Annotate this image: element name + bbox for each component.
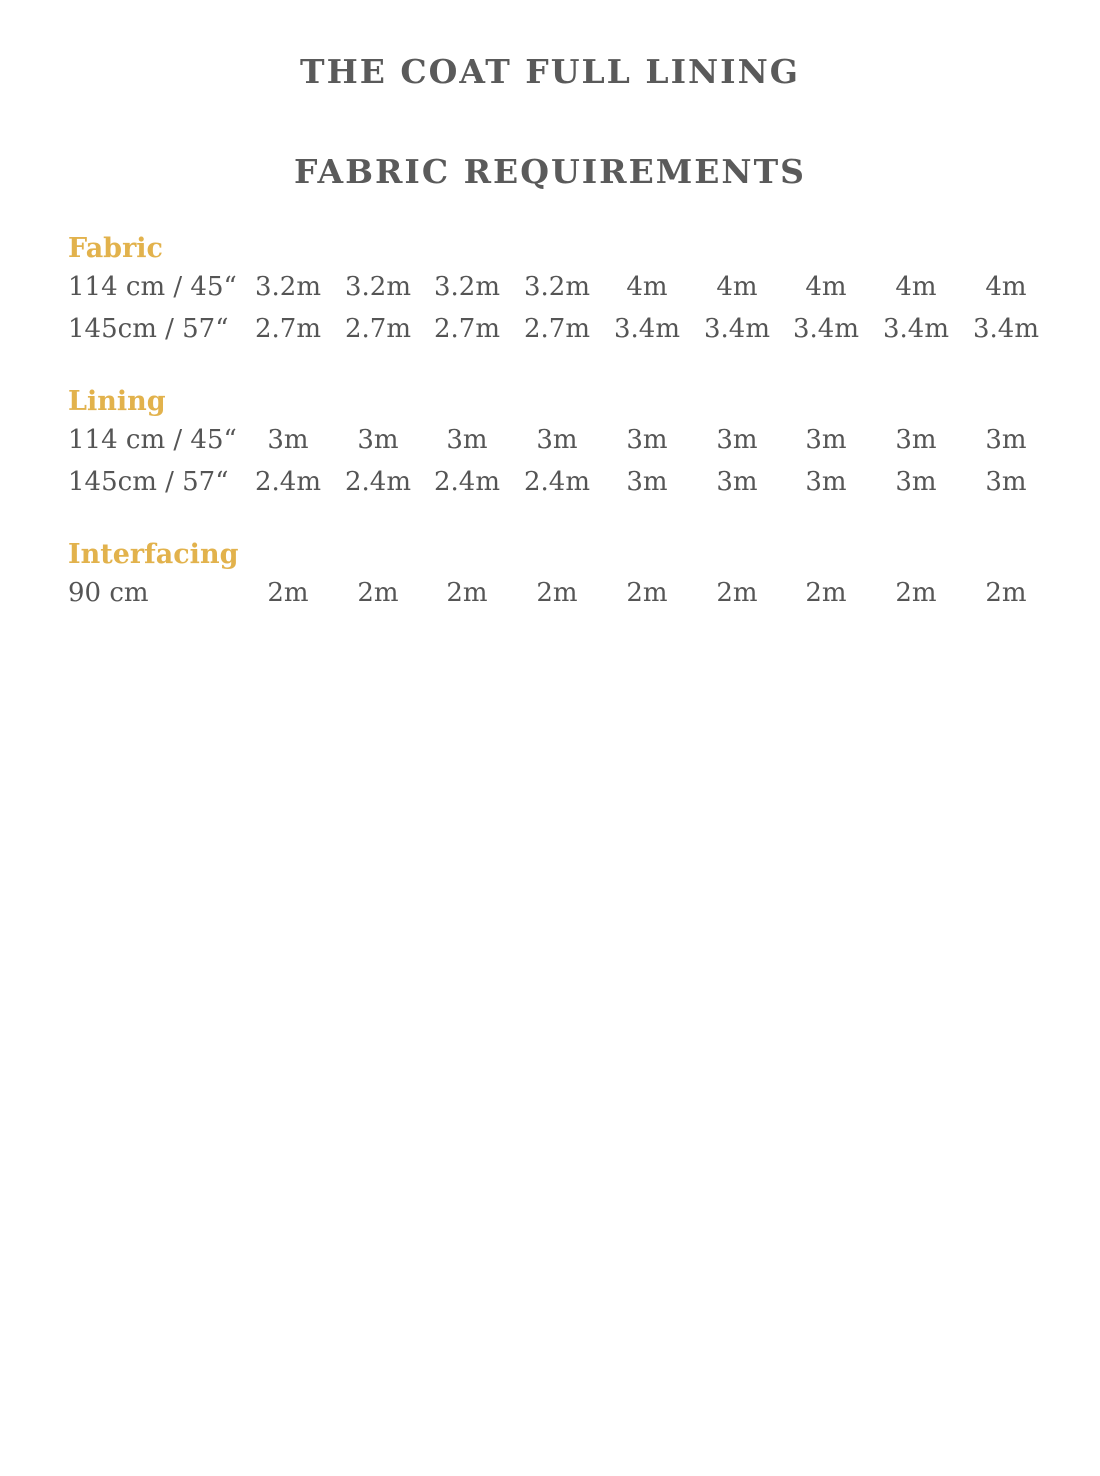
- row-value: 3m: [985, 425, 1027, 455]
- row-value: 3m: [805, 467, 847, 497]
- row-value: 2m: [626, 578, 668, 608]
- row-value: 2.4m: [433, 467, 500, 497]
- row-value: 3m: [716, 425, 758, 455]
- lining-section: [68, 385, 1068, 503]
- row-value: 3m: [895, 467, 937, 497]
- row-value: 3m: [805, 425, 847, 455]
- table-row: [68, 572, 1068, 614]
- row-value: 4m: [895, 272, 937, 302]
- row-value: 3m: [985, 467, 1027, 497]
- section-heading-lining: Lining: [68, 386, 166, 417]
- row-value: 3m: [626, 467, 668, 497]
- table-row: [68, 461, 1068, 503]
- row-value: 3m: [446, 425, 488, 455]
- row-value: 2.4m: [344, 467, 411, 497]
- row-value: 3m: [716, 467, 758, 497]
- row-value: 2m: [895, 578, 937, 608]
- page-subtitle: FABRIC REQUIREMENTS: [294, 152, 806, 191]
- row-value: 2.4m: [254, 467, 321, 497]
- row-value: 2m: [985, 578, 1027, 608]
- row-value: 2.7m: [344, 314, 411, 344]
- row-value: 2m: [357, 578, 399, 608]
- row-value: 2.7m: [433, 314, 500, 344]
- row-value: 3m: [895, 425, 937, 455]
- row-value: 3.4m: [882, 314, 949, 344]
- row-label: 114 cm / 45“: [68, 425, 237, 455]
- page-title: THE COAT FULL LINING: [300, 52, 800, 91]
- row-value: 2m: [716, 578, 758, 608]
- row-value: 3.2m: [344, 272, 411, 302]
- section-heading-interfacing: Interfacing: [68, 539, 239, 570]
- row-label: 145cm / 57“: [68, 467, 229, 497]
- row-value: 4m: [626, 272, 668, 302]
- row-value: 2m: [267, 578, 309, 608]
- row-value: 3.4m: [792, 314, 859, 344]
- row-value: 3m: [357, 425, 399, 455]
- row-value: 3.2m: [433, 272, 500, 302]
- row-value: 4m: [985, 272, 1027, 302]
- section-heading-fabric: Fabric: [68, 233, 163, 264]
- row-value: 3.4m: [972, 314, 1039, 344]
- row-value: 2.7m: [523, 314, 590, 344]
- table-row: [68, 308, 1068, 350]
- row-value: 2m: [805, 578, 847, 608]
- row-value: 2m: [536, 578, 578, 608]
- row-label: 90 cm: [68, 578, 149, 608]
- row-label: 145cm / 57“: [68, 314, 229, 344]
- interfacing-section: [68, 538, 1068, 614]
- row-value: 2.4m: [523, 467, 590, 497]
- row-value: 3.2m: [523, 272, 590, 302]
- row-value: 2m: [446, 578, 488, 608]
- row-value: 3.2m: [254, 272, 321, 302]
- row-value: 3m: [626, 425, 668, 455]
- row-value: 3m: [267, 425, 309, 455]
- row-value: 4m: [716, 272, 758, 302]
- row-value: 3.4m: [703, 314, 770, 344]
- table-row: [68, 419, 1068, 461]
- row-value: 3.4m: [613, 314, 680, 344]
- row-value: 3m: [536, 425, 578, 455]
- row-value: 4m: [805, 272, 847, 302]
- row-label: 114 cm / 45“: [68, 272, 237, 302]
- table-row: [68, 266, 1068, 308]
- fabric-section: [68, 232, 1068, 350]
- row-value: 2.7m: [254, 314, 321, 344]
